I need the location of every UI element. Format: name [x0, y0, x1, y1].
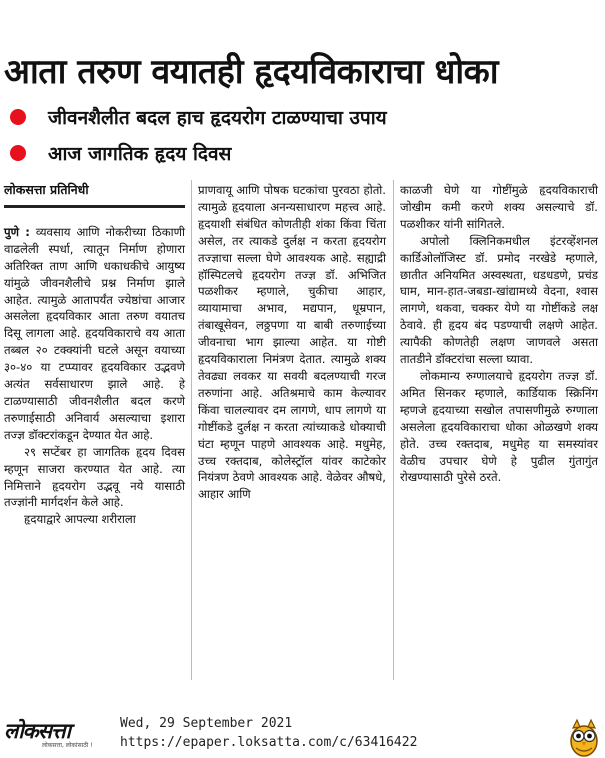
subhead-2: [10, 138, 231, 168]
article-column-1: [4, 182, 185, 528]
column-divider: [191, 180, 192, 680]
subhead-text: आज जागतिक हृदय दिवस: [48, 143, 232, 165]
paragraph: [4, 224, 185, 444]
paragraph: प्राणवायू आणि पोषक घटकांचा पुरवठा होतो. त्यामुळे हृदयाला अनन्यसाधारण महत्त्व आहे. हृदयाशी संबंधित कोणतीही शंका किंवा चिंता असेल, तर त्याकडे दुर्लक्ष न करता हृदयरोग तज्ज्ञाचा सल्ला घेणे आवश्यक आहे. सह्याद्री हॉस्पिटलचे हृदयरोग तज्ज्ञ डॉ. अभिजित पळशीकर म्हणाले, चुकीचा आहार, व्यायामाचा अभाव, मद्यपान, धूम्रपान, तंबाखूसेवन, लठ्ठपणा या बाबी तरुणाईच्या जीवनाचा भाग झाल्या आहेत. या गोष्टी हृदयविकाराला निमंत्रण देतात. त्यामुळे शक्य तेवढ्या लवकर या सवयी बदलण्याची गरज तरुणांना आहे. अतिश्रमाचे काम केल्यावर किंवा चालल्यावर दम लागणे, धाप लागणे या गोष्टींकडे दुर्लक्ष न करता त्यांच्याकडे धोक्याची घंटा म्हणून पाहणे आवश्यक आहे. मधुमेह, उच्च रक्तदाब, कोलेस्ट्रॉल यांवर काटेकोर नियंत्रण ठेवणे आवश्यक आहे. वेळेवर औषधे, आहार आणि: [198, 183, 386, 502]
column-divider: [393, 180, 394, 680]
epaper-footer: [0, 706, 605, 754]
paragraph: हृदयाद्वारे आपल्या शरीराला: [24, 512, 136, 527]
bullet-dot: [10, 145, 26, 161]
owl-icon: [568, 718, 600, 758]
subhead-1: [10, 102, 387, 132]
publication-date: Wed, 29 September 2021: [120, 716, 293, 731]
paragraph: अपोलो क्लिनिकमधील इंटरव्हेंशनल कार्डिओलॉजिस्ट डॉ. प्रमोद नरखेडे म्हणाले, छातीत अनियमित अस्वस्थता, धडधडणे, प्रचंड घाम, मान-हात-जबडा-खांद्यामध्ये वेदना, श्वास लागणे, थकवा, चक्कर येणे या गोष्टींकडे लक्ष ठेवावे. ही हृदय बंद पडण्याची लक्षणे आहेत. त्यापैकी कोणतेही लक्षण जाणवले असता तातडीने डॉक्टरांचा सल्ला घ्यावा.: [400, 233, 598, 367]
article-column-3: [400, 182, 598, 486]
logo-text: लोकसत्ता: [4, 719, 70, 743]
dateline: पुणे :: [4, 224, 30, 239]
subhead-text: जीवनशैलीत बदल हाच हृदयरोग टाळण्याचा उपाय: [48, 107, 387, 129]
loksatta-logo[interactable]: [4, 720, 112, 752]
paragraph: २९ सप्टेंबर हा जागतिक हृदय दिवस म्हणून साजरा करण्यात येत आहे. त्या निमित्ताने हृदयरोग उद्भवू नये यासाठी तज्ज्ञांनी मार्गदर्शन केले आहे.: [4, 444, 185, 510]
paragraph: काळजी घेणे या गोष्टींमुळे हृदयविकाराची जोखीम कमी करणे शक्य असल्याचे डॉ. पळशीकर यांनी सांगितले.: [400, 183, 598, 231]
epaper-url[interactable]: https://epaper.loksatta.com/c/63416422: [120, 735, 418, 750]
bullet-dot: [10, 109, 26, 125]
paragraph: लोकमान्य रुग्णालयाचे हृदयरोग तज्ज्ञ डॉ. अमित सिनकर म्हणाले, कार्डियाक स्क्रिनिंग म्हणजे हृदयाच्या सखोल तपासणीमुळे रुग्णाला असलेला हृदयविकाराचा धोका ओळखणे शक्य होते. उच्च रक्तदाब, मधुमेह या समस्यांवर वेळीच उपचार घेणे हे पुढील गुंतागुंत रोखण्यासाठी पुरेसे ठरते.: [400, 368, 598, 485]
byline: लोकसत्ता प्रतिनिधी: [4, 182, 185, 208]
footer-meta: [120, 714, 417, 752]
article-column-2: [198, 182, 386, 503]
headline: आता तरुण वयातही हृदयविकाराचा धोका: [4, 52, 499, 92]
paragraph-text: व्यवसाय आणि नोकरीच्या ठिकाणी वाढलेली स्पर्धा, त्यातून निर्माण होणारा अतिरिक्त ताण आणि धकाधकीचे आयुष्य यांमुळे जीवनशैलीचे प्रश्न निर्माण झाले आहेत. त्यामुळे आतापर्यंत ज्येष्ठांचा आजार असलेला हृदयविकार आता तरुण वयातच दिसू लागला आहे. हृदयविकाराचे वय आता तब्बल २० टक्क्यांनी घटले असून वयाच्या ३०-४० या टप्प्यावर हृदयविकार उद्भवणे अत्यंत सर्वसाधारण झाले आहे. हे टाळण्यासाठी जीवनशैलीत बदल करणे तरुणाईसाठी अनिवार्य असल्याचा इशारा तज्ज्ञ डॉक्टरांकडून देण्यात येत आहे.: [4, 224, 185, 442]
logo-tagline: लोकसत्ता, लोकांसाठी !: [42, 742, 93, 749]
